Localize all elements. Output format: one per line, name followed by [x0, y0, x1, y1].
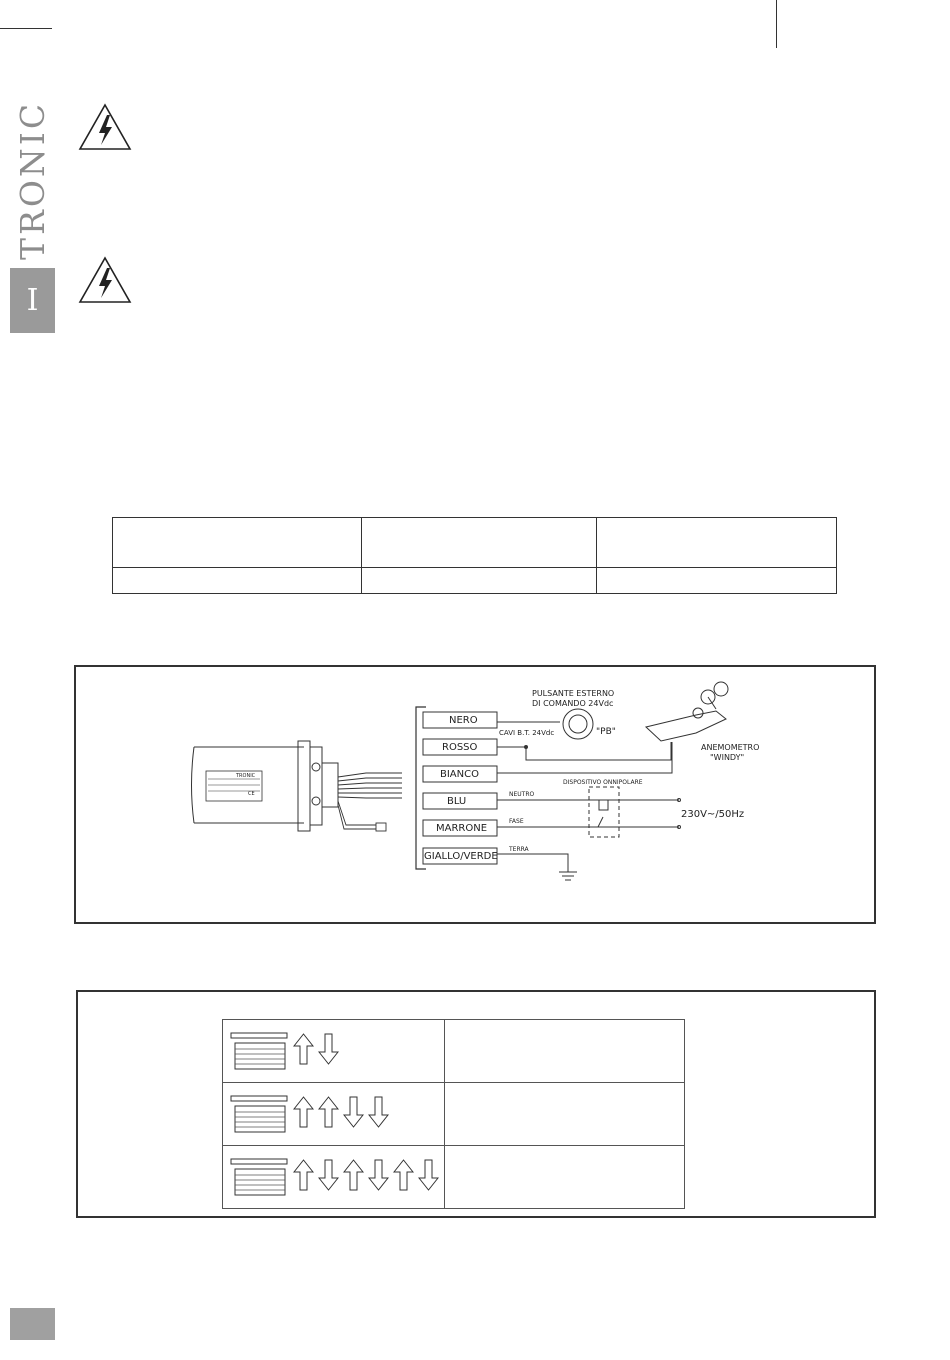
wire-label-bianco: BIANCO — [440, 769, 479, 780]
motion-cell — [223, 1083, 445, 1146]
anemometer-label: ANEMOMETRO — [701, 743, 760, 752]
table-cell — [113, 518, 362, 568]
anemometer-name: "WINDY" — [710, 753, 745, 762]
push-button-sublabel: DI COMANDO 24Vdc — [532, 699, 614, 708]
table-cell — [597, 518, 837, 568]
table-header-row — [113, 518, 837, 568]
brand-label: TRONIC — [13, 100, 52, 260]
arrow-group — [293, 1033, 343, 1069]
language-tab: I — [10, 268, 55, 333]
spec-table — [112, 517, 837, 594]
arrow-up-icon — [318, 1096, 339, 1128]
awning-icon — [229, 1094, 289, 1134]
arrow-down-icon — [318, 1159, 339, 1191]
motion-cell — [223, 1146, 445, 1209]
arrow-group — [293, 1159, 443, 1195]
motion-table — [222, 1019, 685, 1209]
table-row — [113, 568, 837, 594]
table-cell — [113, 568, 362, 594]
side-tab — [10, 100, 55, 333]
arrow-down-icon — [368, 1096, 389, 1128]
arrow-group — [293, 1096, 393, 1132]
arrow-down-icon — [343, 1096, 364, 1128]
table-cell — [362, 518, 597, 568]
table-row — [223, 1020, 685, 1083]
table-row — [223, 1146, 685, 1209]
crop-mark-top-right — [776, 0, 777, 48]
crop-mark-top-left — [0, 28, 52, 29]
wire-label-marrone: MARRONE — [436, 823, 488, 834]
arrow-up-icon — [393, 1159, 414, 1191]
table-cell — [445, 1083, 685, 1146]
pb-tag: "PB" — [596, 727, 616, 737]
device-label: DISPOSITIVO ONNIPOLARE — [563, 779, 643, 786]
supply-label: 230V~/50Hz — [681, 809, 745, 820]
cable-label: CAVI B.T. 24Vdc — [499, 729, 555, 737]
arrow-up-icon — [293, 1096, 314, 1128]
arrow-up-icon — [293, 1033, 314, 1065]
arrow-up-icon — [293, 1159, 314, 1191]
awning-icon — [229, 1031, 289, 1071]
table-cell — [597, 568, 837, 594]
motion-row-1 — [223, 1031, 444, 1071]
awning-icon — [229, 1157, 289, 1197]
table-cell — [362, 568, 597, 594]
page-number-box — [10, 1308, 55, 1340]
arrow-up-icon — [343, 1159, 364, 1191]
arrow-down-icon — [368, 1159, 389, 1191]
wire-label-giallo-verde: GIALLO/VERDE — [424, 851, 498, 862]
warning-icon-2 — [78, 256, 132, 304]
motor-ce-label: CE — [248, 791, 255, 797]
warning-icon-1 — [78, 103, 132, 151]
wiring-diagram — [76, 667, 874, 922]
table-cell — [445, 1020, 685, 1083]
motion-cell — [223, 1020, 445, 1083]
motion-row-2 — [223, 1094, 444, 1134]
neutral-label: NEUTRO — [509, 791, 535, 798]
arrow-down-icon — [418, 1159, 439, 1191]
motion-row-3 — [223, 1157, 444, 1197]
wire-label-rosso: ROSSO — [442, 742, 478, 753]
table-row — [223, 1083, 685, 1146]
motor-brand-label: TRONIC — [236, 773, 256, 779]
push-button-label: PULSANTE ESTERNO — [532, 689, 615, 698]
wiring-diagram-frame — [74, 665, 876, 924]
table-cell — [445, 1146, 685, 1209]
earth-label: TERRA — [509, 846, 529, 853]
wire-label-nero: NERO — [449, 715, 478, 726]
wire-label-blu: BLU — [447, 796, 467, 807]
phase-label: FASE — [509, 818, 524, 825]
arrow-down-icon — [318, 1033, 339, 1065]
